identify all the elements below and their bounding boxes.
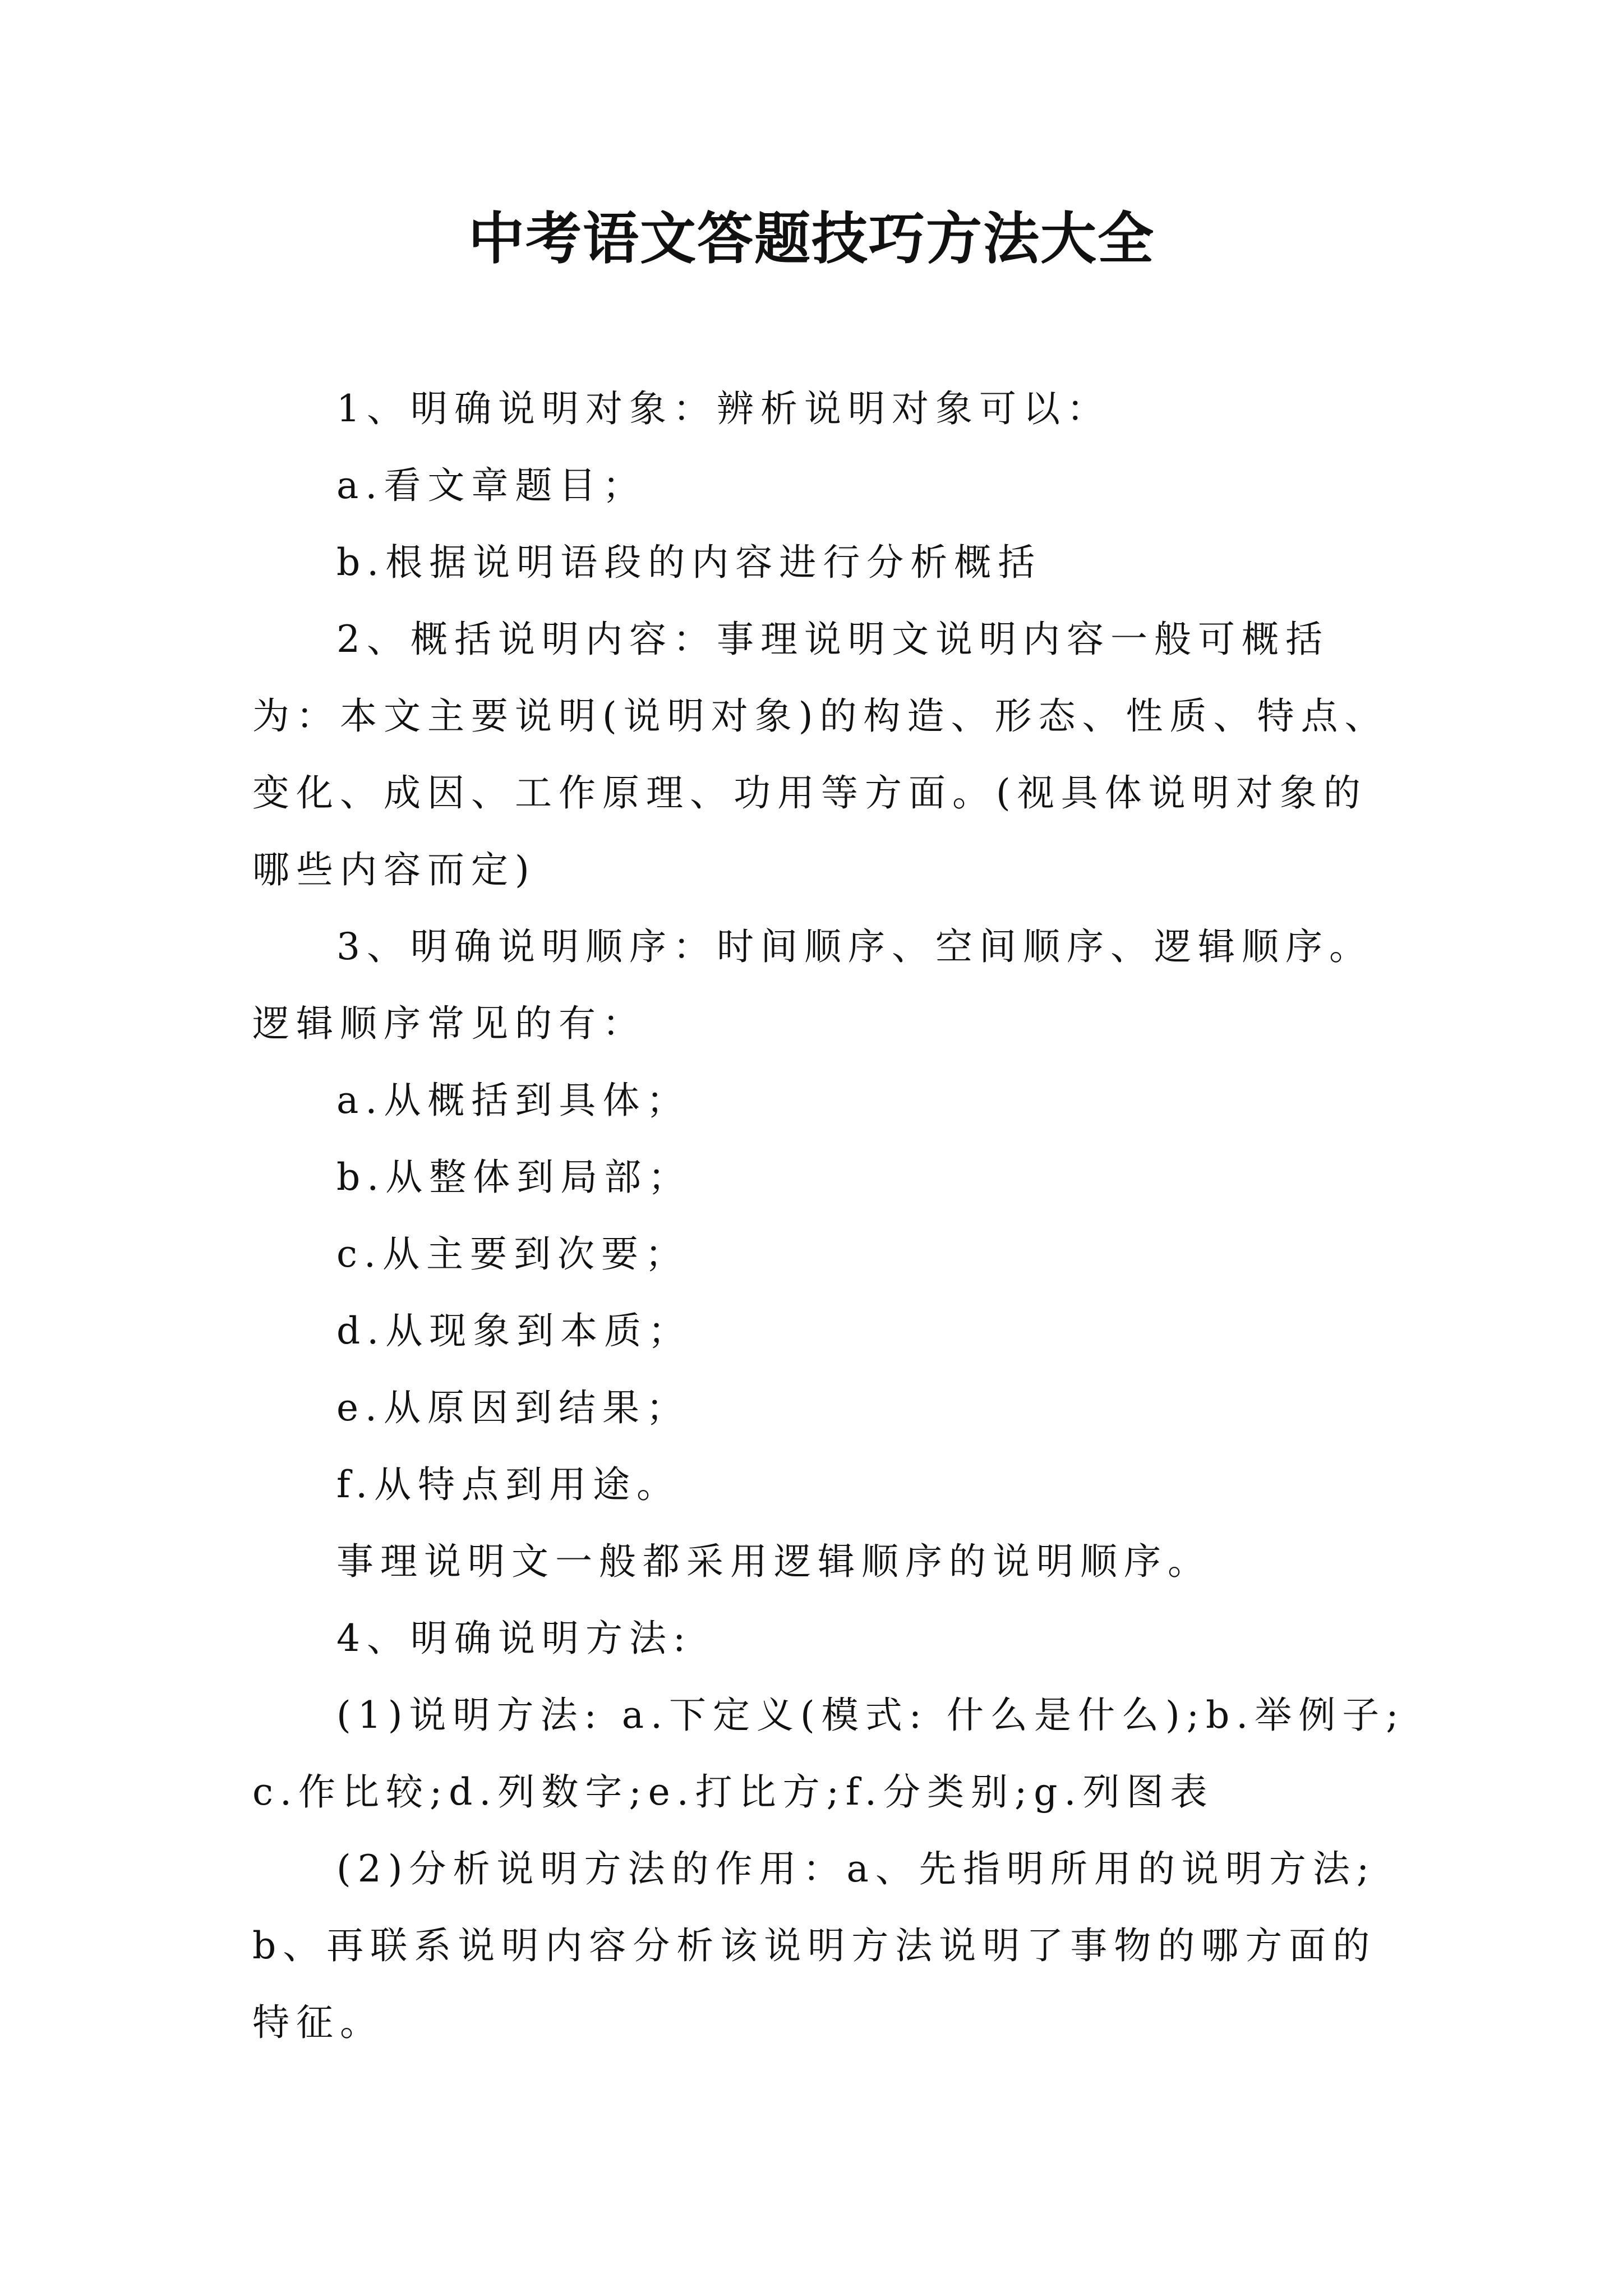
document-title: 中考语文答题技巧方法大全	[468, 205, 1155, 272]
paragraph-explanation-object: 1、明确说明对象：辨析说明对象可以：	[336, 387, 1110, 430]
paragraph-methods-list: (1)说明方法: a.下定义(模式: 什么是什么);b.举例子;c.作比较;d.列数字;e.打比方;f.分类别;g.列图表	[252, 1694, 1405, 1814]
paragraph-order-c: c.从主要到次要；	[336, 1232, 689, 1276]
paragraph-order-summary: 事理说明文一般都采用逻辑顺序的说明顺序。	[336, 1540, 1211, 1583]
paragraph-explanation-content: 2、概括说明内容：事理说明文说明内容一般可概括为：本文主要说明(说明对象)的构造、形态、性质、特点、变化、成因、工作原理、功用等方面。(视具体说明对象的哪些内容而定)	[252, 618, 1389, 891]
paragraph-order-b: b.从整体到局部；	[336, 1156, 692, 1199]
paragraph-explanation-methods: 4、明确说明方法:	[336, 1617, 693, 1660]
paragraph-methods-analysis: (2)分析说明方法的作用：a、先指明所用的说明方法;b、再联系说明内容分析该说明方法说明了事物的哪方面的特征。	[252, 1847, 1377, 2044]
paragraph-order-d: d.从现象到本质；	[336, 1309, 692, 1352]
paragraph-explanation-order: 3、明确说明顺序：时间顺序、空间顺序、逻辑顺序。逻辑顺序常见的有：	[252, 925, 1373, 1045]
paragraph-order-e: e.从原因到结果；	[336, 1386, 690, 1429]
document-body	[252, 370, 1408, 2061]
paragraph-order-f: f.从特点到用途。	[336, 1463, 681, 1506]
paragraph-order-a: a.从概括到具体；	[336, 1079, 690, 1122]
paragraph-item-a-title: a.看文章题目；	[336, 464, 647, 507]
paragraph-item-b-summary: b.根据说明语段的内容进行分析概括	[336, 541, 1042, 584]
